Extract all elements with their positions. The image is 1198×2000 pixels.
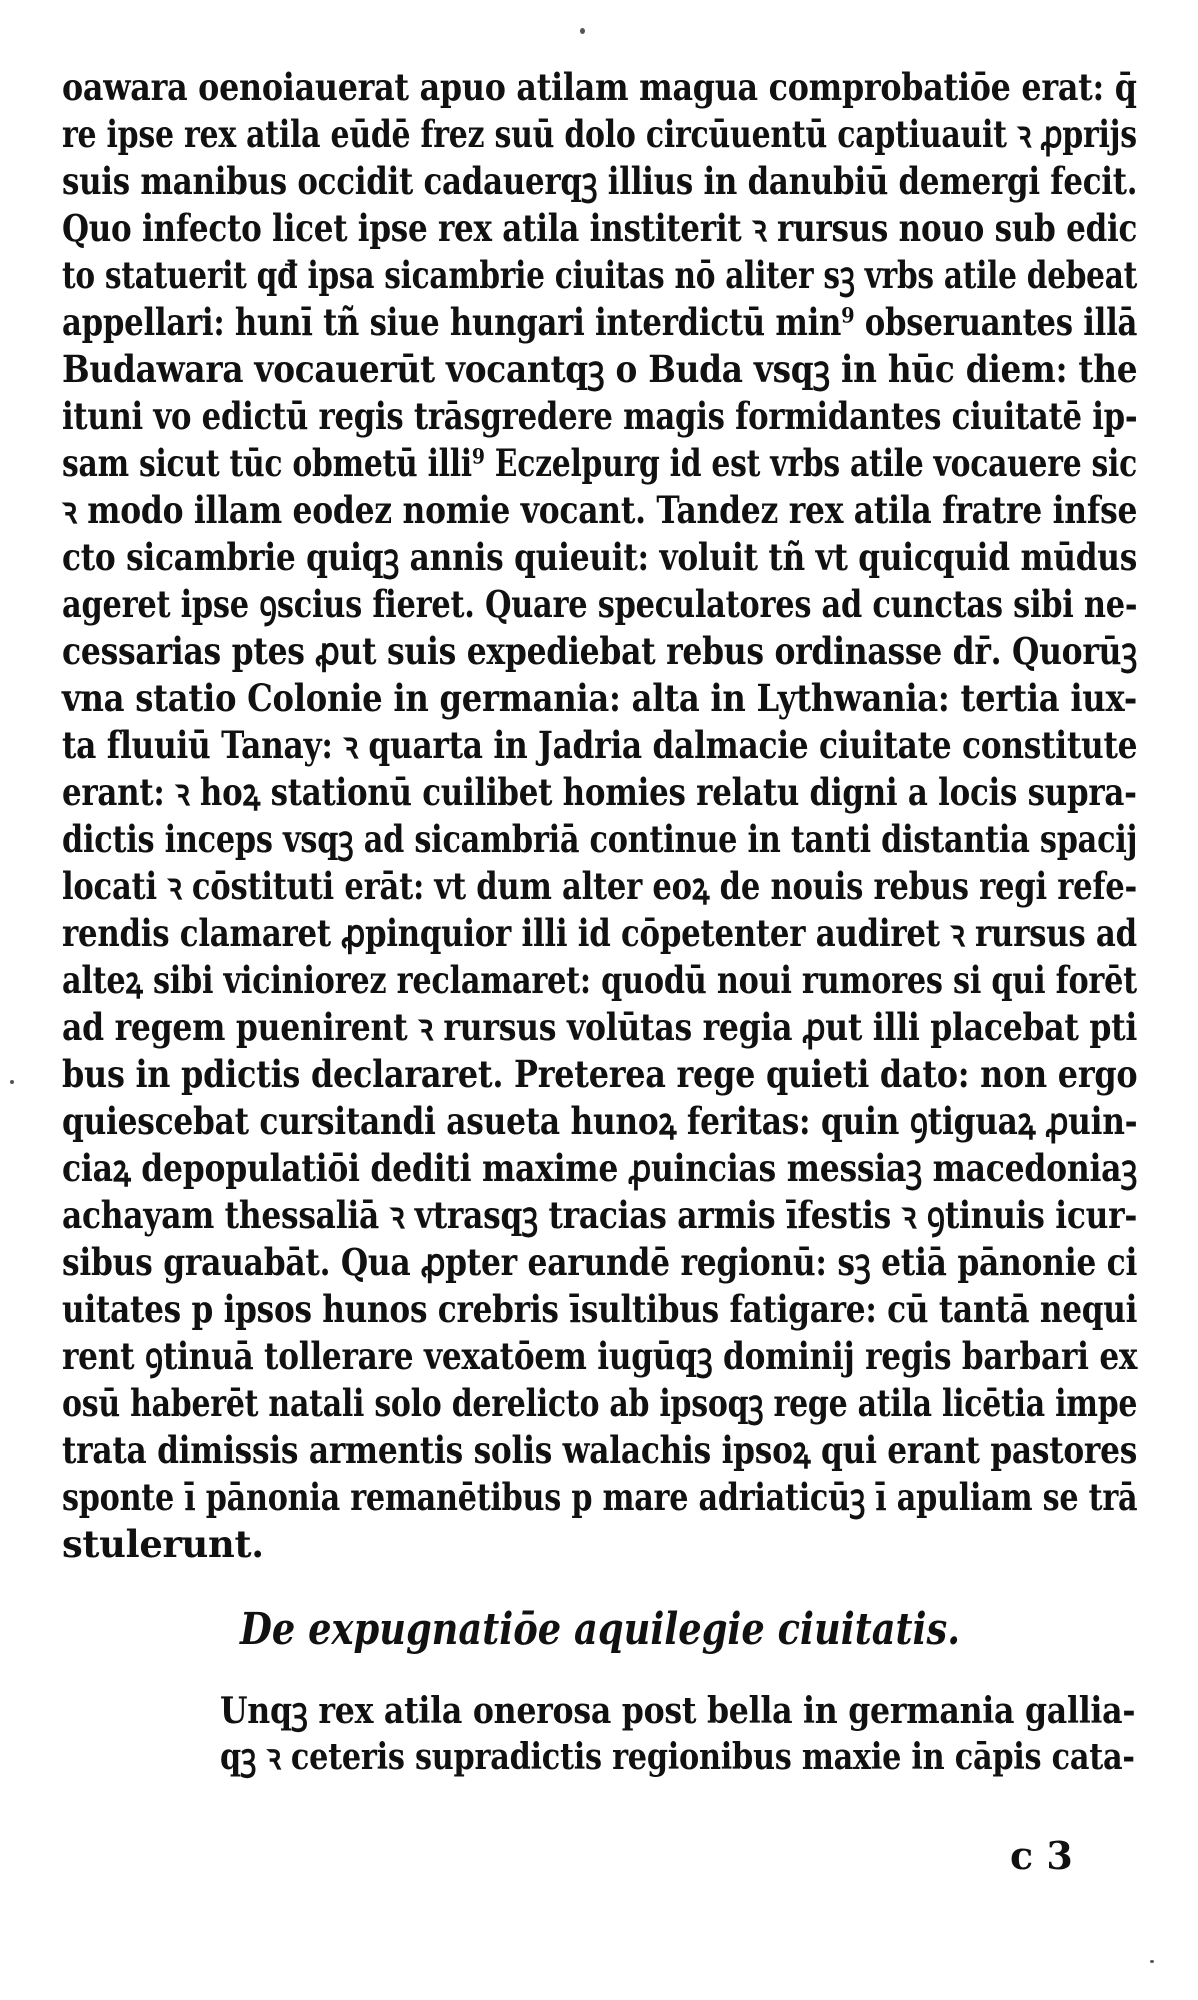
text-line: ageret ipse ꝯscius fieret. Quare speculatores ad cunctas sibi ne- — [62, 582, 1138, 626]
text-line: vna statio Colonie in germania: alta in Lythwania: tertia iux- — [62, 676, 1137, 720]
text-line: cto sicambrie quiqꝫ annis quieuit: voluit tñ vt quicquid mūdus — [62, 535, 1138, 579]
text-line: Unqꝫ rex atila onerosa post bella in germania gallia- — [220, 1690, 1136, 1732]
text-line: ciaꝝ depopulatiōi dediti maxime ꝓuincias messiaꝫ macedoniaꝫ — [62, 1146, 1138, 1190]
text-line: appellari: hunī tñ siue hungari interdictū min⁹ obseruantes illā — [62, 300, 1138, 344]
text-line: osū haberēt natali solo derelicto ab ipsoqꝫ rege atila licētia impe — [62, 1381, 1138, 1425]
ink-speck — [10, 1080, 14, 1084]
text-line: locati ꝛ cōstituti erāt: vt dum alter eoꝝ de nouis rebus regi refe- — [62, 864, 1137, 908]
chapter-heading: De expugnatiōe aquilegie ciuitatis. — [240, 1604, 961, 1655]
text-line: quiescebat cursitandi asueta hunoꝝ feritas: quin ꝯtiguaꝝ ꝓuin- — [62, 1099, 1138, 1143]
text-line: erant: ꝛ hoꝝ stationū cuilibet homies relatu digni a locis supra- — [62, 770, 1137, 814]
text-line: sam sicut tūc obmetū illi⁹ Eczelpurg id est vrbs atile vocauere sic — [62, 441, 1137, 485]
main-paragraph — [62, 64, 1142, 1568]
text-line: Quo infecto licet ipse rex atila institerit ꝛ rursus nouo sub edic — [62, 206, 1138, 250]
text-line: oawara oenoiauerat apuo atilam magua comprobatiōe erat: q̄ — [62, 65, 1137, 109]
text-line: ad regem puenirent ꝛ rursus volūtas regia ꝓut illi placebat pti — [62, 1005, 1138, 1049]
text-line: ta fluuiū Tanay: ꝛ quarta in Jadria dalmacie ciuitate constitute — [62, 723, 1138, 767]
text-line: dictis inceps vsqꝫ ad sicambriā continue in tanti distantia spacij — [62, 817, 1138, 861]
ink-speck — [580, 28, 585, 34]
ink-speck — [1150, 1960, 1154, 1963]
text-line: stulerunt. — [62, 1522, 264, 1566]
text-line: bus in pdictis declararet. Preterea rege quieti dato: non ergo — [62, 1052, 1138, 1096]
text-line: rent ꝯtinuā tollerare vexatōem iugūqꝫ dominij regis barbari ex — [62, 1334, 1138, 1378]
text-line: qꝫ ꝛ ceteris supradictis regionibus maxie in cāpis cata- — [220, 1736, 1135, 1778]
text-line: rendis clamaret ꝓpinquior illi id cōpetenter audiret ꝛ rursus ad — [62, 911, 1137, 955]
text-line: ituni vo edictū regis trāsgredere magis formidantes ciuitatē ip- — [62, 394, 1138, 438]
text-line: alteꝝ sibi viciniorez reclamaret: quodū noui rumores si qui forēt — [62, 958, 1137, 1002]
text-line: sibus grauabāt. Qua ꝓpter earundē regionū: sꝫ etiā pānonie ci — [62, 1240, 1138, 1284]
signature-mark: c 3 — [1010, 1833, 1073, 1878]
text-line: uitates p ipsos hunos crebris īsultibus fatigare: cū tantā nequi — [62, 1287, 1138, 1331]
text-line: cessarias ptes ꝓut suis expediebat rebus ordinasse dr̄. Quorūꝫ — [62, 629, 1137, 673]
text-line: achayam thessaliā ꝛ vtrasqꝫ tracias armis īfestis ꝛ ꝯtinuis icur- — [62, 1193, 1138, 1237]
chapter-opening-paragraph — [220, 1688, 1140, 1780]
text-line: ꝛ modo illam eodez nomie vocant. Tandez rex atila fratre infse — [62, 488, 1138, 532]
text-line: re ipse rex atila eūdē frez suū dolo circūuentū captiuauit ꝛ ꝓprijs — [62, 112, 1137, 156]
text-line: sponte ī pānonia remanētibus p mare adriaticūꝫ ī apuliam se trā — [62, 1475, 1138, 1519]
text-line: suis manibus occidit cadauerqꝫ illius in danubiū demergi fecit. — [62, 159, 1138, 203]
text-line: to statuerit qđ ipsa sicambrie ciuitas nō aliter sꝫ vrbs atile debeat — [62, 253, 1138, 297]
text-line: trata dimissis armentis solis walachis ipsoꝝ qui erant pastores — [62, 1428, 1138, 1472]
text-line: Budawara vocauerūt vocantqꝫ o Buda vsqꝫ in hūc diem: the — [62, 347, 1138, 391]
